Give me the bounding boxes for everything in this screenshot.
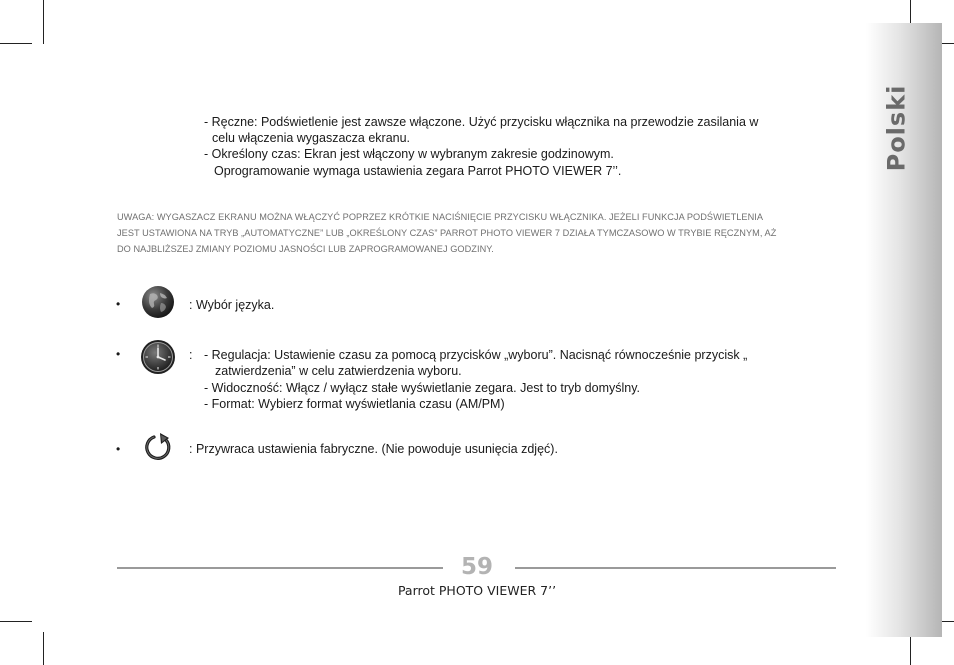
backlight-line-4: Oprogramowanie wymaga ustawienia zegara Parrot PHOTO VIEWER 7’’.: [214, 164, 622, 178]
product-name: Parrot PHOTO VIEWER 7’’: [397, 583, 557, 598]
screensaver-note: [117, 209, 845, 257]
page-number: 59: [460, 554, 493, 580]
reset-description: : Przywraca ustawienia fabryczne. (Nie powoduje usunięcia zdjęć).: [189, 442, 558, 456]
clock-icon: [140, 339, 176, 375]
crop-mark-bottom-left-horizontal: [0, 621, 32, 622]
language-tab-text: Polski: [882, 84, 910, 172]
clock-colon: :: [189, 348, 193, 362]
reset-arrow-icon: [142, 430, 174, 466]
clock-visibility-line: - Widoczność: Włącz / wyłącz stałe wyświetlanie zegara. Jest to tryb domyślny.: [204, 381, 641, 395]
clock-format-line: - Format: Wybierz format wyświetlania czasu (AM/PM): [204, 397, 505, 411]
footer-rule-right: [515, 567, 836, 569]
language-tab-label: [882, 84, 910, 172]
backlight-line-1: - Ręczne: Podświetlenie jest zawsze włączone. Użyć przycisku włącznika na przewodzie zasilania w: [204, 115, 759, 129]
crop-mark-bottom-left-vertical: [43, 632, 44, 665]
language-description: : Wybór języka.: [189, 298, 275, 312]
globe-icon: [141, 285, 175, 319]
bullet-language: •: [116, 297, 121, 311]
note-line-2: JEST USTAWIONA NA TRYB „AUTOMATYCZNE” LUB „OKREŚLONY CZAS” PARROT PHOTO VIEWER 7 DZIAŁA TYMCZASOWO W TRYBIE RĘCZNYM, AŻ: [117, 228, 777, 238]
note-line-3: DO NAJBLIŻSZEJ ZMIANY POZIOMU JASNOŚCI LUB ZAPROGRAMOWANEJ GODZINY.: [117, 244, 494, 254]
crop-mark-top-left-horizontal: [0, 43, 32, 44]
footer-rule-left: [117, 567, 443, 569]
note-line-1: UWAGA: WYGASZACZ EKRANU MOŻNA WŁĄCZYĆ POPRZEZ KRÓTKIE NACIŚNIĘCIE PRZYCISKU WŁĄCZNIKA. JEŻELI FUNKCJA PODŚWIETLENIA: [117, 212, 764, 222]
clock-adjust-line-1: - Regulacja: Ustawienie czasu za pomocą przycisków „wyboru”. Nacisnąć równocześnie przycisk „: [204, 348, 748, 362]
backlight-line-3: - Określony czas: Ekran jest włączony w wybranym zakresie godzinowym.: [204, 147, 614, 161]
clock-adjust-line-2: zatwierdzenia” w celu zatwierdzenia wyboru.: [215, 364, 462, 378]
backlight-line-2: celu włączenia wygaszacza ekranu.: [212, 131, 411, 145]
bullet-clock: •: [116, 347, 121, 361]
bullet-reset: •: [116, 442, 121, 456]
crop-mark-top-left-vertical: [43, 0, 44, 44]
